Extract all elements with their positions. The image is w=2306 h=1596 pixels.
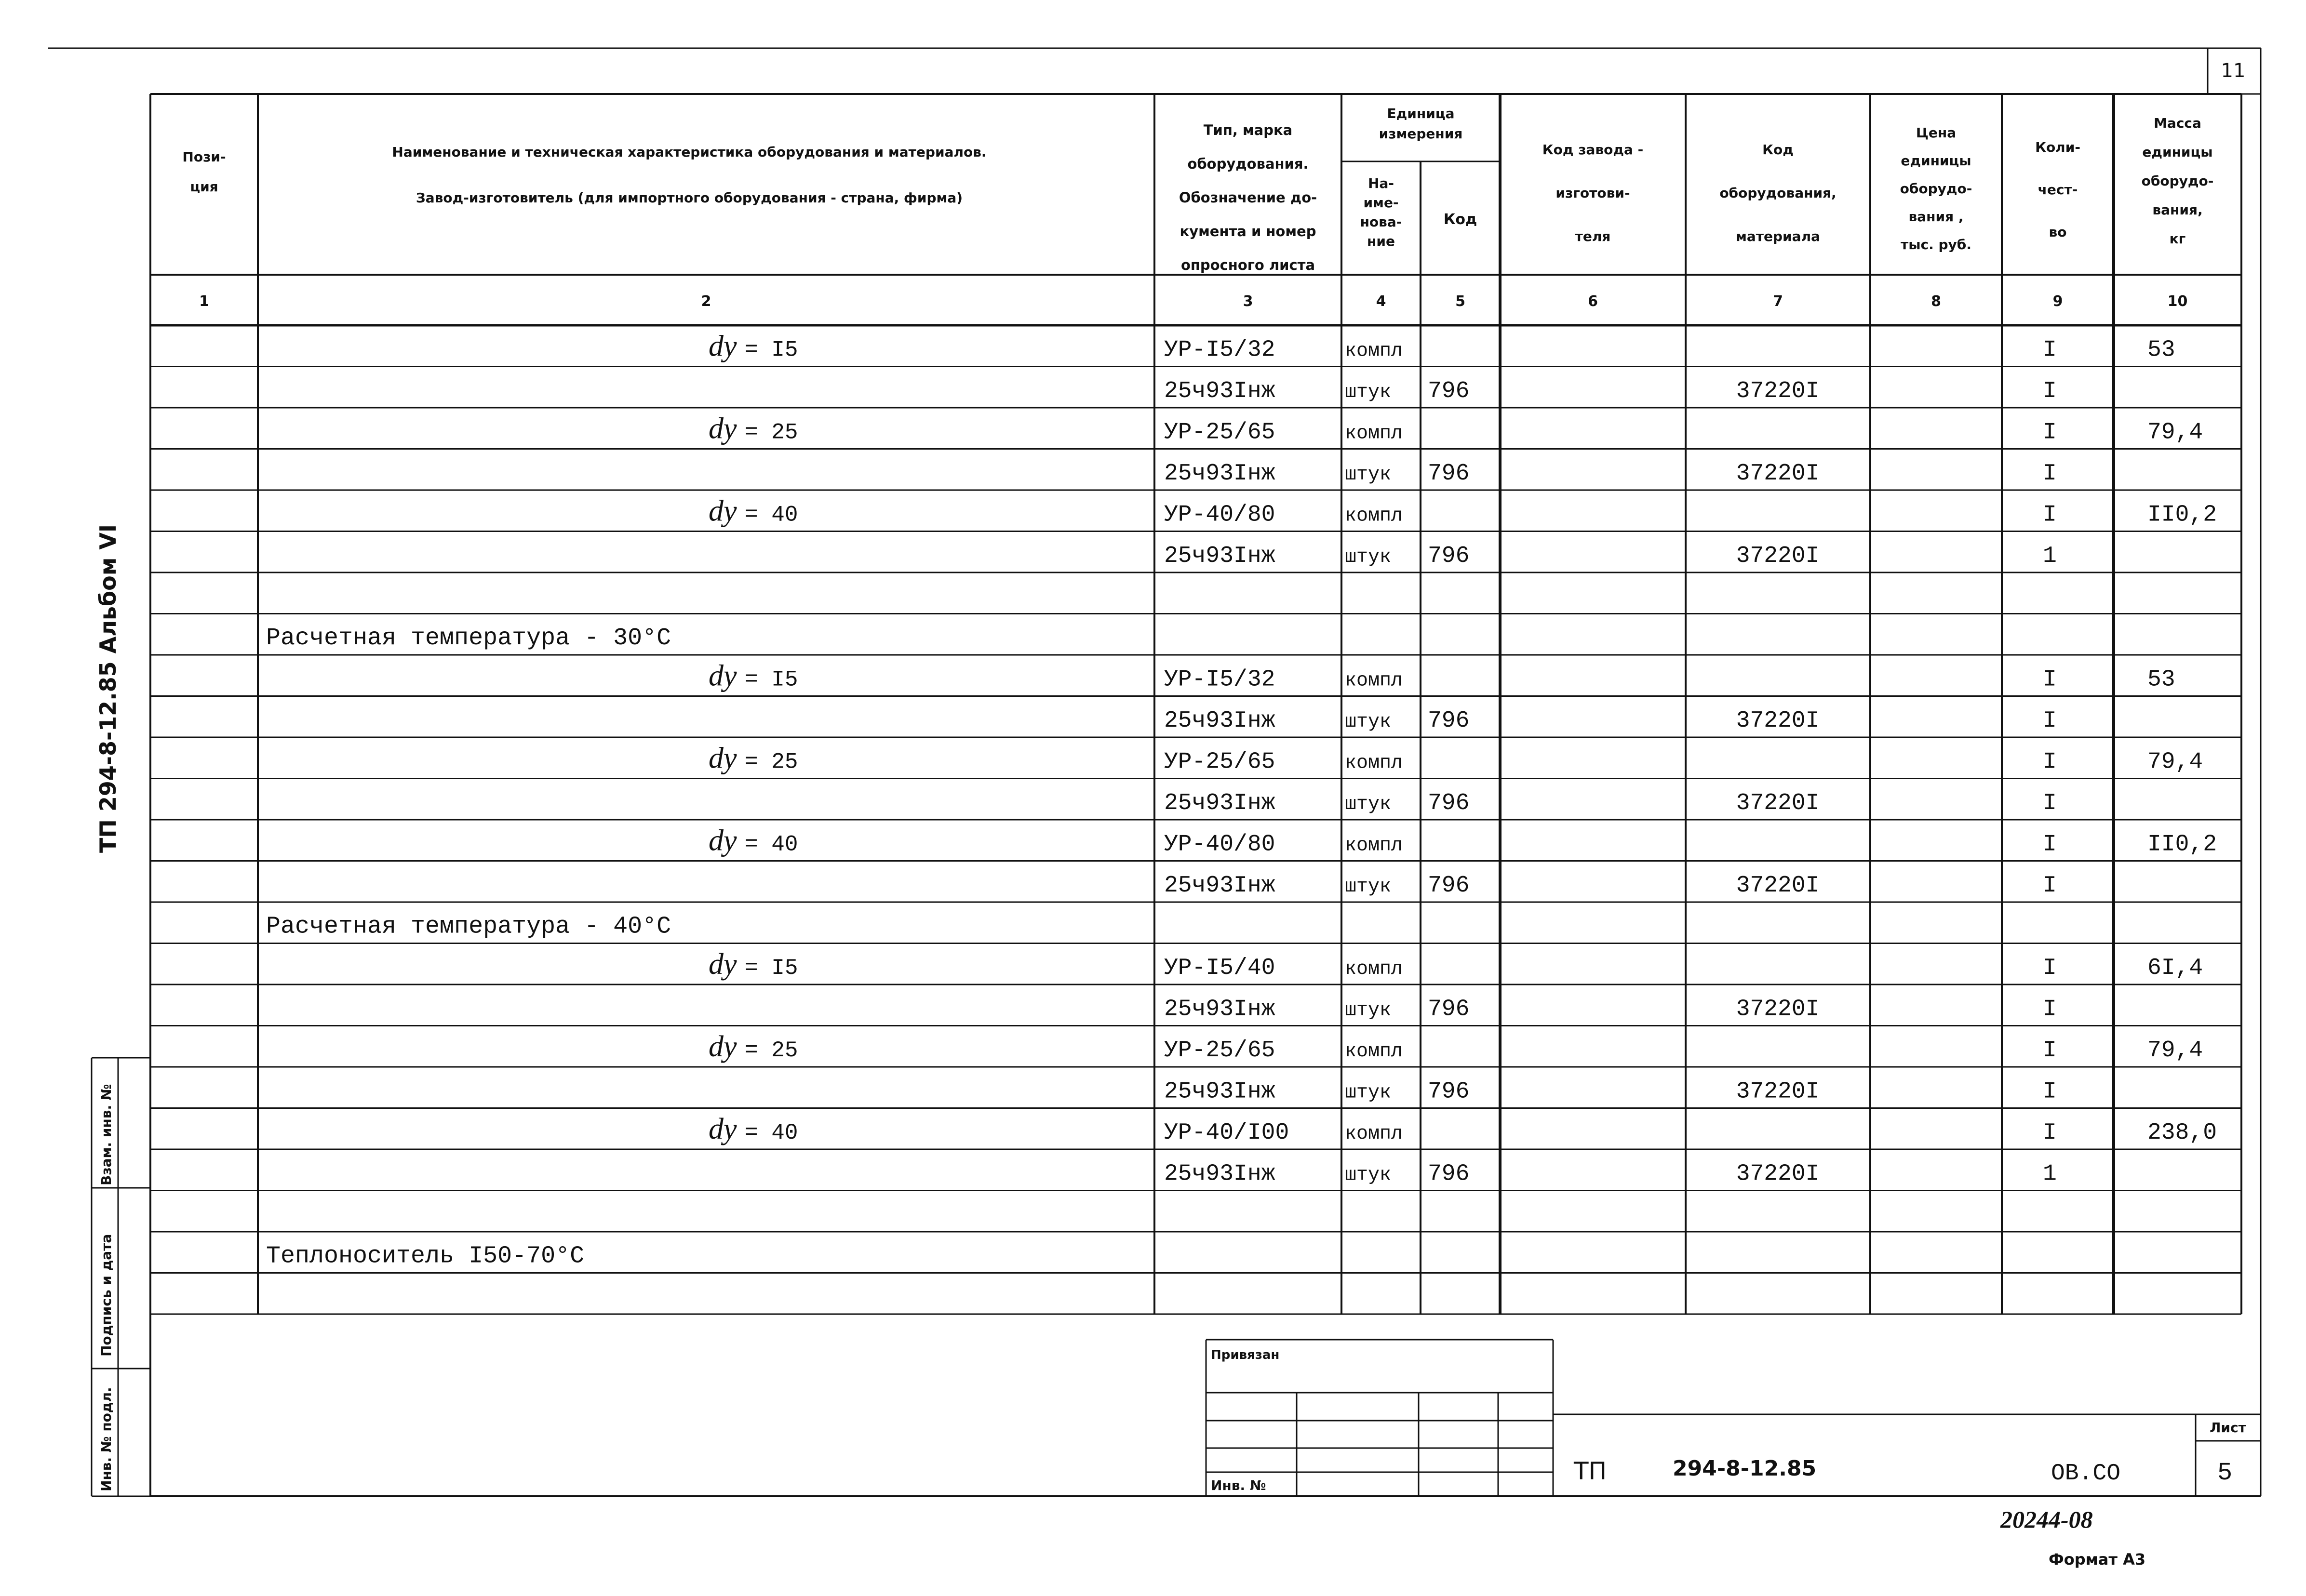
quantity: I [2043,337,2057,363]
header-position: Пози- [182,149,226,165]
dy-value: = I5 [745,337,798,363]
material-code: 37220I [1736,543,1820,569]
equipment-type: 25ч93Iнж [1164,543,1275,569]
header-factory-code: изготови- [1555,185,1630,201]
unit-name: компл [1345,1041,1403,1063]
side-album-title: ТП 294-8-12.85 Альбом VI [95,524,121,853]
dy-value: = I5 [745,667,798,692]
quantity: I [2043,749,2057,775]
header-price: единицы [1901,153,1971,169]
quantity: I [2043,708,2057,734]
header-unit-name: нова- [1360,214,1402,230]
unit-name: штук [1345,876,1392,898]
dy-symbol: dy [709,742,737,775]
material-code: 37220I [1736,1078,1820,1105]
column-number: 7 [1773,293,1783,310]
mass: II0,2 [2147,502,2217,528]
material-code: 37220I [1736,996,1820,1023]
header-mass: единицы [2142,144,2213,160]
mass: 6I,4 [2147,955,2203,981]
dy-symbol: dy [709,494,737,528]
unit-name: штук [1345,546,1392,568]
unit-name: штук [1345,1082,1392,1104]
header-quantity: чест- [2038,182,2078,198]
unit-code: 796 [1428,543,1470,569]
equipment-type: 25ч93Iнж [1164,996,1275,1023]
dy-value: = 25 [745,420,798,445]
unit-name: штук [1345,711,1392,733]
header-type: кумента и номер [1180,223,1316,239]
quantity: 1 [2043,1161,2057,1187]
material-code: 37220I [1736,790,1820,816]
unit-code: 796 [1428,378,1470,404]
sheet-corner-number: 11 [2221,60,2246,82]
equipment-type: 25ч93Iнж [1164,461,1275,487]
quantity: 1 [2043,543,2057,569]
quantity: I [2043,461,2057,487]
stamp-doc-number: 294-8-12.85 [1673,1456,1817,1481]
header-name-line1: Наименование и техническая характеристика оборудования и материалов. [392,144,987,160]
quantity: I [2043,502,2057,528]
unit-code: 796 [1428,1078,1470,1105]
equipment-type: УР-25/65 [1164,419,1275,446]
side-podpis-label: Подпись и дата [98,1234,114,1357]
header-mass: кг [2169,231,2186,247]
dy-value: = 40 [745,832,798,857]
header-type: Обозначение до- [1179,189,1317,206]
mass: 53 [2147,666,2175,693]
quantity: I [2043,1037,2057,1064]
mass: 79,4 [2147,419,2203,446]
unit-name: компл [1345,423,1403,445]
dy-value: = 40 [745,502,798,528]
equipment-type: УР-I5/32 [1164,666,1275,693]
format-label: Формат А3 [2049,1550,2146,1569]
quantity: I [2043,419,2057,446]
stamp-privyazan: Привязан [1211,1348,1280,1362]
stamp-tp: ТП [1574,1457,1607,1485]
unit-name: штук [1345,464,1392,486]
unit-name: штук [1345,382,1392,403]
header-mass: Масса [2154,115,2201,131]
header-price: вания , [1908,209,1964,225]
quantity: I [2043,831,2057,858]
header-name-line2: Завод-изготовитель (для импортного оборудования - страна, фирма) [416,190,963,206]
unit-name: компл [1345,670,1403,692]
section-title: Теплоноситель I50-70°С [266,1242,585,1270]
handwritten-number: 20244-08 [2000,1506,2093,1533]
quantity: I [2043,955,2057,981]
column-number: 6 [1588,293,1598,310]
dy-symbol: dy [709,1113,737,1145]
stamp-list-label: Лист [2210,1420,2246,1436]
equipment-type: 25ч93Iнж [1164,378,1275,404]
dy-symbol: dy [709,824,737,857]
header-mass: оборудо- [2141,173,2214,189]
header-unit-name: На- [1368,175,1394,191]
quantity: I [2043,666,2057,693]
header-price: оборудо- [1900,181,1972,197]
quantity: I [2043,790,2057,816]
column-number: 2 [701,293,711,310]
quantity: I [2043,1078,2057,1105]
mass: 53 [2147,337,2175,363]
equipment-type: 25ч93Iнж [1164,708,1275,734]
column-number: 5 [1455,293,1465,310]
header-unit: Единица [1387,106,1455,121]
equipment-type: 25ч93Iнж [1164,1078,1275,1105]
equipment-type: УР-40/80 [1164,502,1275,528]
side-inv-label: Инв. № подл. [98,1387,114,1491]
equipment-type: УР-25/65 [1164,749,1275,775]
column-number: 3 [1243,293,1253,310]
material-code: 37220I [1736,873,1820,899]
section-title: Расчетная температура - 40°С [266,913,671,941]
header-factory-code: Код завода - [1542,142,1644,158]
mass: II0,2 [2147,831,2217,858]
header-price: Цена [1916,125,1957,141]
mass: 238,0 [2147,1120,2217,1146]
header-price: тыс. руб. [1900,237,1972,253]
unit-name: компл [1345,835,1403,857]
material-code: 37220I [1736,378,1820,404]
dy-symbol: dy [709,659,737,692]
header-type: оборудования. [1187,156,1309,172]
material-code: 37220I [1736,708,1820,734]
unit-name: штук [1345,794,1392,815]
unit-name: компл [1345,752,1403,774]
quantity: I [2043,1120,2057,1146]
unit-name: компл [1345,340,1403,362]
header-unit: измерения [1379,126,1463,142]
dy-symbol: dy [709,1030,737,1063]
dy-value: = 25 [745,749,798,775]
header-quantity: во [2049,224,2067,240]
header-type: Тип, марка [1203,122,1293,138]
mass: 79,4 [2147,1037,2203,1064]
equipment-type: УР-40/80 [1164,831,1275,858]
mass: 79,4 [2147,749,2203,775]
header-position: ция [190,179,218,195]
header-unit-code: Код [1443,211,1477,228]
column-number: 10 [2167,293,2188,310]
quantity: I [2043,378,2057,404]
header-equipment-code: оборудования, [1719,185,1837,201]
stamp-inv: Инв. № [1211,1477,1266,1493]
header-equipment-code: Код [1762,142,1794,158]
header-unit-name: ние [1367,233,1395,249]
column-number: 8 [1931,293,1941,310]
stamp-code: ОВ.СО [2051,1461,2121,1487]
dy-value: = 25 [745,1038,798,1063]
unit-code: 796 [1428,790,1470,816]
dy-symbol: dy [709,948,737,981]
material-code: 37220I [1736,1161,1820,1187]
equipment-type: 25ч93Iнж [1164,1161,1275,1187]
unit-code: 796 [1428,1161,1470,1187]
unit-name: штук [1345,1164,1392,1186]
equipment-type: 25ч93Iнж [1164,873,1275,899]
header-factory-code: теля [1575,228,1611,244]
header-mass: вания, [2152,202,2203,218]
quantity: I [2043,873,2057,899]
material-code: 37220I [1736,461,1820,487]
header-quantity: Коли- [2035,139,2080,155]
header-equipment-code: материала [1736,228,1820,244]
unit-name: штук [1345,999,1392,1022]
section-title: Расчетная температура - 30°С [266,625,671,652]
unit-name: компл [1345,1123,1403,1145]
unit-code: 796 [1428,873,1470,899]
dy-symbol: dy [709,412,737,445]
equipment-type: УР-40/I00 [1164,1120,1289,1146]
quantity: I [2043,996,2057,1023]
equipment-type: УР-25/65 [1164,1037,1275,1064]
equipment-type: 25ч93Iнж [1164,790,1275,816]
header-unit-name: име- [1363,195,1399,211]
column-number: 9 [2052,293,2063,310]
dy-value: = 40 [745,1120,798,1145]
equipment-type: УР-I5/32 [1164,337,1275,363]
unit-code: 796 [1428,708,1470,734]
unit-code: 796 [1428,461,1470,487]
column-number: 4 [1376,293,1386,310]
dy-value: = I5 [745,956,798,981]
stamp-list-number: 5 [2217,1459,2233,1487]
header-type: опросного листа [1180,257,1315,273]
unit-code: 796 [1428,996,1470,1023]
equipment-type: УР-I5/40 [1164,955,1275,981]
side-vzam-label: Взам. инв. № [98,1084,114,1185]
column-number: 1 [199,293,209,310]
dy-symbol: dy [709,330,737,363]
unit-name: компл [1345,505,1403,527]
unit-name: компл [1345,958,1403,980]
